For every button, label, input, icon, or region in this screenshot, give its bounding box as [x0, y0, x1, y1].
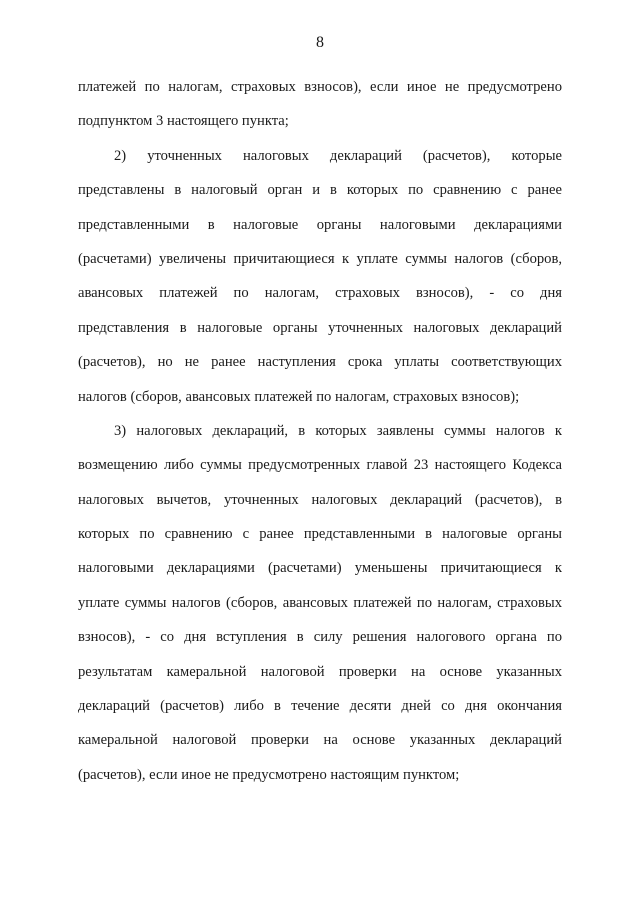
- text-line: (расчетов), но не ранее наступления срока уплаты соответствующих: [78, 354, 562, 371]
- document-body: [78, 70, 562, 792]
- text-line: налоговыми декларациями (расчетами) уменьшены причитающиеся к: [78, 560, 562, 577]
- text-line: возмещению либо суммы предусмотренных главой 23 настоящего Кодекса: [78, 457, 562, 474]
- page-number: 8: [316, 34, 324, 51]
- text-line: представленными в налоговые органы налоговыми декларациями: [78, 216, 562, 233]
- text-line: уплате суммы налогов (сборов, авансовых платежей по налогам, страховых: [78, 594, 562, 611]
- text-line: деклараций (расчетов) либо в течение десяти дней со дня окончания: [78, 698, 562, 715]
- text-line: представлены в налоговый орган и в которых по сравнению с ранее: [78, 182, 562, 199]
- text-line: 3) налоговых деклараций, в которых заявлены суммы налогов к: [114, 422, 562, 439]
- text-line: налогов (сборов, авансовых платежей по налогам, страховых взносов);: [78, 388, 520, 405]
- paragraph-item-3: [78, 414, 562, 792]
- text-line: которых по сравнению с ранее представленными в налоговые органы: [78, 526, 562, 543]
- text-line: подпунктом 3 настоящего пункта;: [78, 113, 289, 130]
- paragraph-item-2: [78, 139, 562, 414]
- text-line: (расчетов), если иное не предусмотрено настоящим пунктом;: [78, 766, 460, 783]
- text-line: авансовых платежей по налогам, страховых взносов), - со дня: [78, 285, 562, 302]
- text-line: представления в налоговые органы уточненных налоговых деклараций: [78, 319, 562, 336]
- text-line: результатам камеральной налоговой проверки на основе указанных: [78, 663, 562, 680]
- text-line: (расчетами) увеличены причитающиеся к уплате суммы налогов (сборов,: [78, 250, 562, 267]
- paragraph-continuation: [78, 70, 562, 139]
- text-line: камеральной налоговой проверки на основе указанных деклараций: [78, 732, 562, 749]
- text-line: взносов), - со дня вступления в силу решения налогового органа по: [78, 629, 562, 646]
- text-line: 2) уточненных налоговых деклараций (расчетов), которые: [114, 147, 562, 164]
- text-line: налоговых вычетов, уточненных налоговых деклараций (расчетов), в: [78, 491, 562, 508]
- text-line: платежей по налогам, страховых взносов), если иное не предусмотрено: [78, 79, 562, 95]
